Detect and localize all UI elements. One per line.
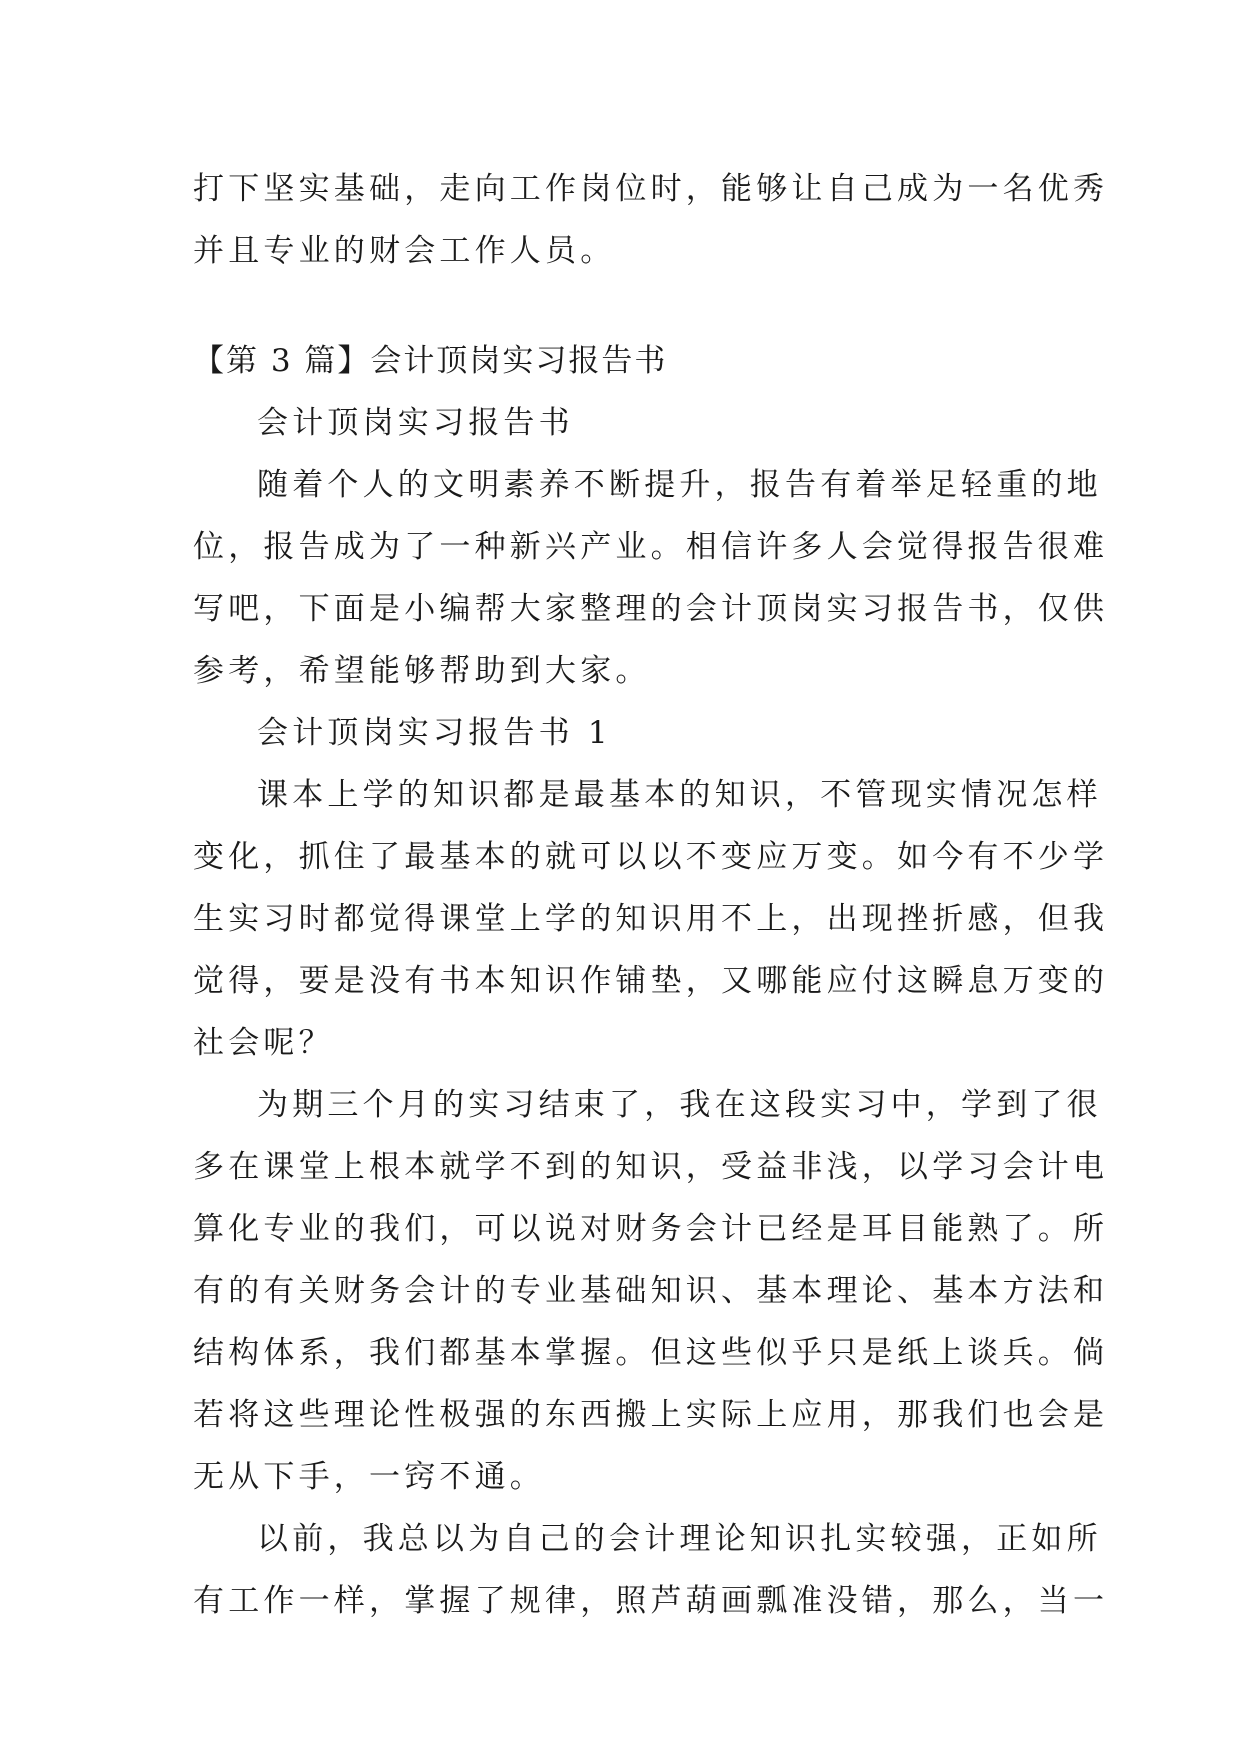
paragraph-line: 课本上学的知识都是最基本的知识，不管现实情况怎样	[257, 777, 1102, 813]
paragraph-line: 打下坚实基础，走向工作岗位时，能够让自己成为一名优秀	[193, 171, 1109, 207]
paragraph-line: 写吧，下面是小编帮大家整理的会计顶岗实习报告书，仅供	[193, 591, 1109, 627]
section-heading: 【第 3 篇】会计顶岗实习报告书	[193, 343, 668, 379]
paragraph-line: 有的有关财务会计的专业基础知识、基本理论、基本方法和	[193, 1273, 1109, 1309]
paragraph-line: 社会呢？	[193, 1025, 334, 1061]
paragraph-line: 若将这些理论性极强的东西搬上实际上应用，那我们也会是	[193, 1397, 1109, 1433]
paragraph-1	[193, 454, 1109, 702]
paragraph-line: 随着个人的文明素养不断提升，报告有着举足轻重的地	[257, 467, 1102, 503]
paragraph-3	[193, 1074, 1109, 1508]
paragraph-line: 结构体系，我们都基本掌握。但这些似乎只是纸上谈兵。倘	[193, 1335, 1109, 1371]
subheading-1: 会计顶岗实习报告书 1	[257, 715, 612, 751]
paragraph-line: 为期三个月的实习结束了，我在这段实习中，学到了很	[257, 1087, 1102, 1123]
document-subtitle: 会计顶岗实习报告书	[257, 405, 574, 441]
section-gap	[193, 282, 1053, 330]
paragraph-line: 有工作一样，掌握了规律，照芦葫画瓢准没错，那么，当一	[193, 1583, 1109, 1619]
paragraph-line: 并且专业的财会工作人员。	[193, 233, 616, 269]
intro-paragraph	[193, 158, 1109, 282]
paragraph-4	[193, 1508, 1109, 1632]
paragraph-line: 位，报告成为了一种新兴产业。相信许多人会觉得报告很难	[193, 529, 1109, 565]
paragraph-line: 算化专业的我们，可以说对财务会计已经是耳目能熟了。所	[193, 1211, 1109, 1247]
paragraph-2	[193, 764, 1109, 1074]
paragraph-line: 多在课堂上根本就学不到的知识，受益非浅，以学习会计电	[193, 1149, 1109, 1185]
paragraph-line: 觉得，要是没有书本知识作铺垫，又哪能应付这瞬息万变的	[193, 963, 1109, 999]
paragraph-line: 变化，抓住了最基本的就可以以不变应万变。如今有不少学	[193, 839, 1109, 875]
paragraph-line: 参考，希望能够帮助到大家。	[193, 653, 651, 689]
document-body	[193, 158, 1109, 1632]
paragraph-line: 以前，我总以为自己的会计理论知识扎实较强，正如所	[257, 1521, 1102, 1557]
paragraph-line: 无从下手，一窍不通。	[193, 1459, 545, 1495]
paragraph-line: 生实习时都觉得课堂上学的知识用不上，出现挫折感，但我	[193, 901, 1109, 937]
